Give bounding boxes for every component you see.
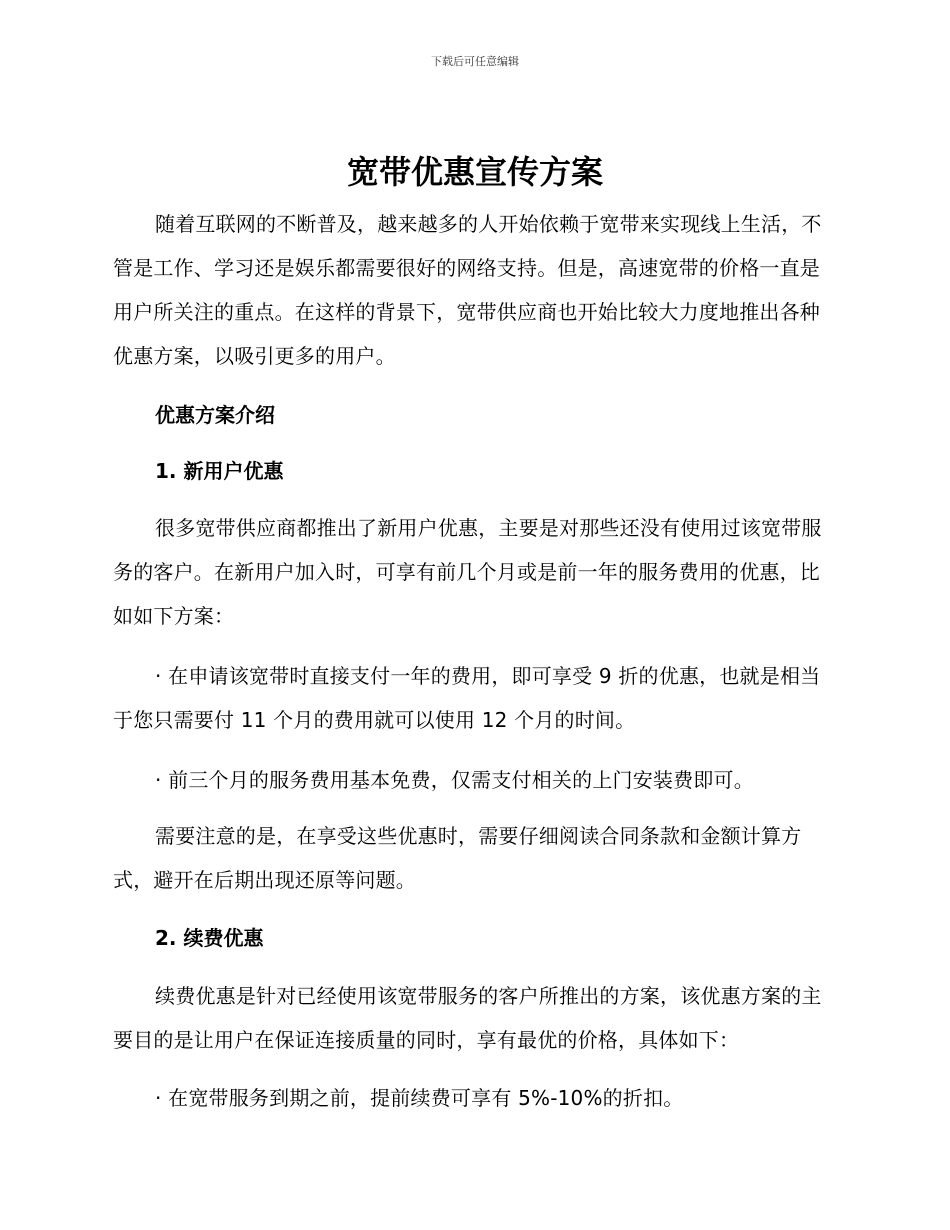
new-user-bullet-1: · 在申请该宽带时直接支付一年的费用，即可享受 9 折的优惠，也就是相当于您只需要付 11 个月的费用就可以使用 12 个月的时间。 [113,664,821,732]
renewal-bullet-1: · 在宽带服务到期之前，提前续费可享有 5%-10%的折扣。 [155,1086,684,1110]
header-note: 下载后可任意编辑 [431,55,519,68]
new-user-paragraph: 很多宽带供应商都推出了新用户优惠，主要是对那些还没有使用过该宽带服务的客户。在新用户加入时，可享有前几个月或是前一年的服务费用的优惠，比如如下方案： [113,516,822,628]
renewal-heading: 2. 续费优惠 [155,926,264,950]
new-user-note: 需要注意的是，在享受这些优惠时，需要仔细阅读合同条款和金额计算方式，避开在后期出现还原等问题。 [113,824,802,892]
document-title: 宽带优惠宣传方案 [346,153,603,191]
section-heading: 优惠方案介绍 [155,403,275,427]
new-user-bullet-2: · 前三个月的服务费用基本免费，仅需支付相关的上门安装费即可。 [155,768,754,792]
intro-paragraph: 随着互联网的不断普及，越来越多的人开始依赖于宽带来实现线上生活，不管是工作、学习还是娱乐都需要很好的网络支持。但是，高速宽带的价格一直是用户所关注的重点。在这样的背景下，宽带供应商也开始比较大力度地推出各种优惠方案，以吸引更多的用户。 [113,212,822,368]
renewal-paragraph: 续费优惠是针对已经使用该宽带服务的客户所推出的方案，该优惠方案的主要目的是让用户在保证连接质量的同时，享有最优的价格，具体如下： [113,984,822,1052]
new-user-heading: 1. 新用户优惠 [155,459,284,483]
